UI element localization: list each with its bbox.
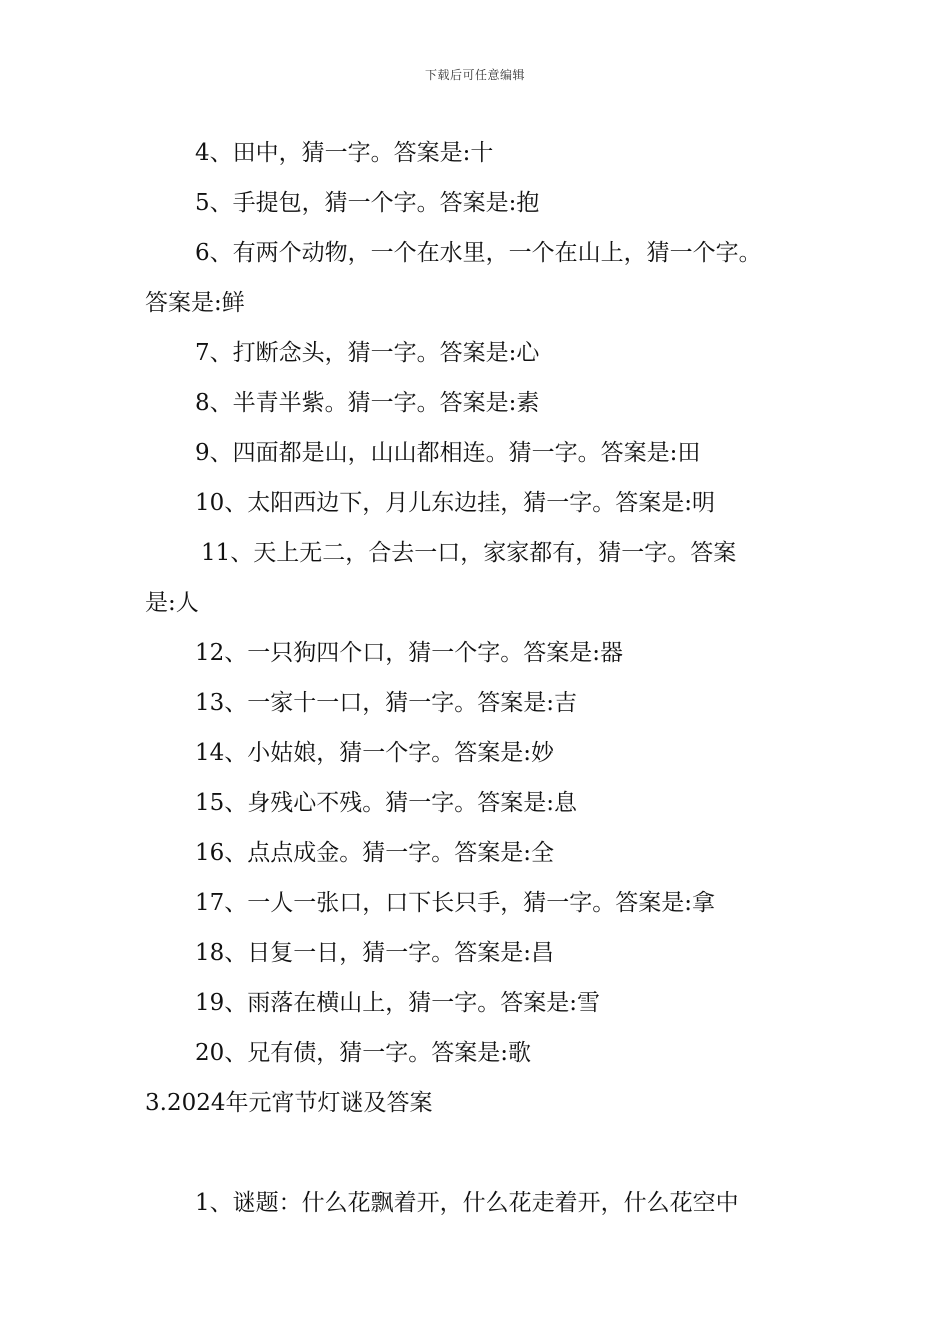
riddle-line-11: 11、天上无二，合去一口，家家都有，猜一字。答案 (201, 540, 737, 566)
riddle-line-9: 9、四面都是山，山山都相连。猜一字。答案是:田 (195, 440, 701, 466)
riddle-line-16: 16、点点成金。猜一字。答案是:全 (195, 840, 555, 866)
riddle-line-19: 19、雨落在横山上，猜一字。答案是:雪 (195, 990, 601, 1016)
riddle-line-18: 18、日复一日，猜一字。答案是:昌 (195, 940, 555, 966)
riddle-line-20: 20、兄有债，猜一字。答案是:歌 (195, 1040, 532, 1066)
riddle-line-11-cont: 是:人 (145, 590, 199, 616)
riddle-line-6-cont: 答案是:鲜 (145, 290, 245, 316)
riddle-line-section3-1: 1、谜题：什么花飘着开，什么花走着开，什么花空中 (195, 1190, 739, 1216)
riddle-line-12: 12、一只狗四个口，猜一个字。答案是:器 (195, 640, 624, 666)
riddle-line-15: 15、身残心不残。猜一字。答案是:息 (195, 790, 578, 816)
riddle-line-17: 17、一人一张口，口下长只手，猜一字。答案是:拿 (195, 890, 716, 916)
riddle-line-8: 8、半青半紫。猜一字。答案是:素 (195, 390, 540, 416)
riddle-line-5: 5、手提包，猜一个字。答案是:抱 (195, 190, 540, 216)
riddle-line-14: 14、小姑娘，猜一个字。答案是:妙 (195, 740, 555, 766)
riddle-line-13: 13、一家十一口，猜一字。答案是:吉 (195, 690, 578, 716)
riddle-line-4: 4、田中，猜一字。答案是:十 (195, 140, 494, 166)
page-header: 下载后可任意编辑 (424, 68, 525, 82)
section-heading: 3.2024年元宵节灯谜及答案 (145, 1090, 433, 1116)
riddle-line-7: 7、打断念头，猜一字。答案是:心 (195, 340, 540, 366)
riddle-line-6: 6、有两个动物，一个在水里，一个在山上，猜一个字。 (195, 240, 762, 266)
blank-line (145, 1128, 825, 1178)
document-body (145, 128, 825, 1228)
riddle-line-10: 10、太阳西边下，月儿东边挂，猜一字。答案是:明 (195, 490, 716, 516)
